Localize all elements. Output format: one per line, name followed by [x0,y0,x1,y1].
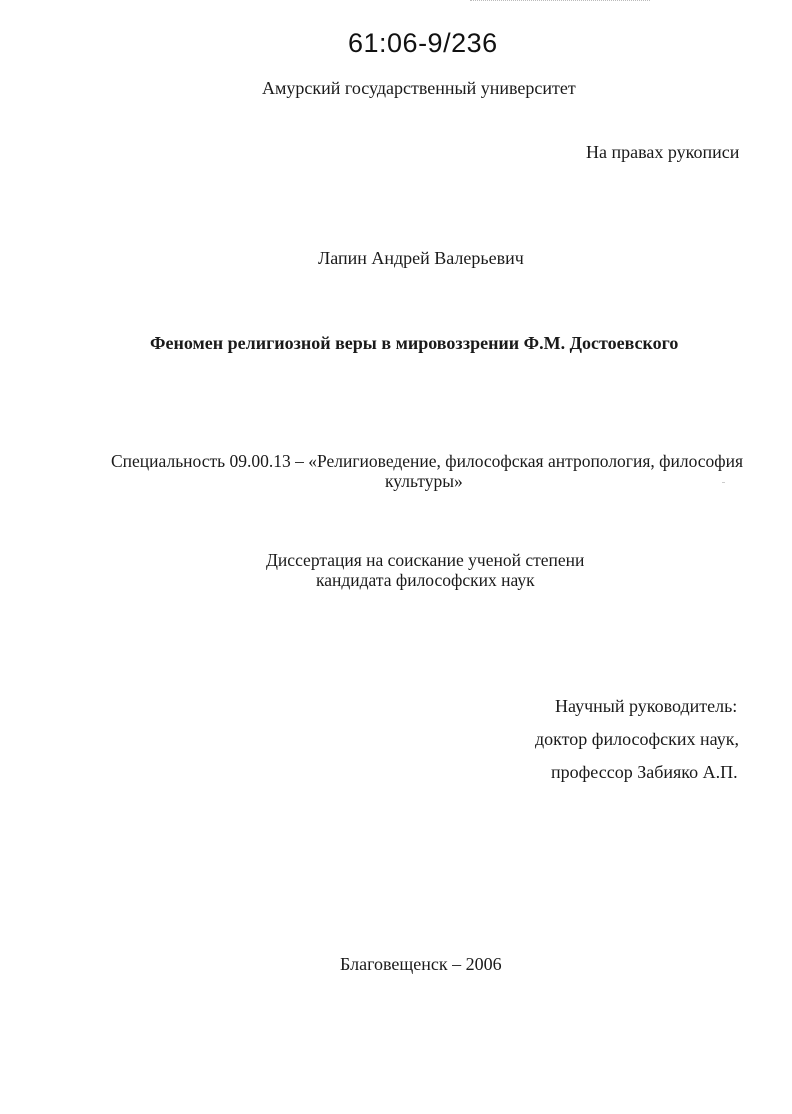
dissertation-title: Феномен религиозной веры в мировоззрении Ф.М. Достоевского [150,333,679,353]
supervisor-label: Научный руководитель: [555,696,738,716]
city-year: Благовещенск – 2006 [340,954,502,974]
university-name: Амурский государственный университет [262,78,576,98]
author-name: Лапин Андрей Валерьевич [318,248,524,268]
scan-speck [722,482,725,483]
archive-code: 61:06-9/236 [348,28,498,58]
manuscript-rights-note: На правах рукописи [586,142,740,162]
degree-line-1: Диссертация на соискание ученой степени [266,550,585,570]
supervisor-name: профессор Забияко А.П. [551,762,738,782]
specialty-line-2: культуры» [385,471,463,491]
degree-line-2: кандидата философских наук [316,570,535,590]
specialty-line-1: Специальность 09.00.13 – «Религиоведение, философская антропология, философия [111,451,744,471]
scan-edge-mark [470,0,650,5]
supervisor-degree: доктор философских наук, [535,729,739,749]
